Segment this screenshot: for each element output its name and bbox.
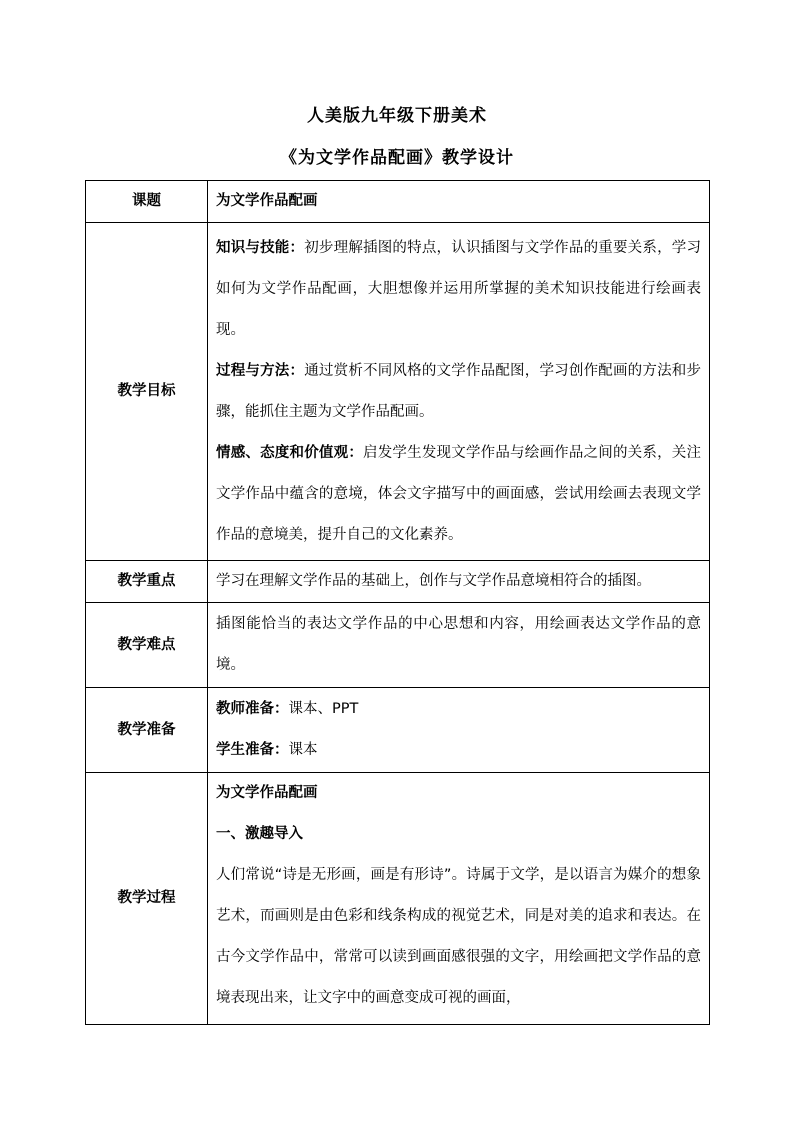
difficulty-label: 教学难点: [86, 603, 208, 688]
key-point-label: 教学重点: [86, 561, 208, 603]
goals-label: 教学目标: [86, 223, 208, 561]
document-subtitle: 《为文学作品配画》教学设计: [280, 148, 514, 168]
table-row-key-point: [86, 561, 710, 603]
goals-content: [208, 223, 710, 561]
procedure-text: 人们常说“诗是无形画，画是有形诗”。诗属于文学，是以语言为媒介的想象艺术，而画则是由色彩和线条构成的视觉艺术，同是对美的追求和表达。在古今文学作品中，常常可以读到画面感很强的文字，用绘画把文学作品的意境表现出来，让文字中的画意变成可视的画面，: [216, 867, 701, 1006]
table-row-procedure: [86, 773, 710, 1025]
key-point-value: 学习在理解文学作品的基础上，创作与文学作品意境相符合的插图。: [208, 561, 710, 603]
table-row-topic: [86, 181, 710, 223]
preparation-label: 教学准备: [86, 688, 208, 773]
goal-knowledge: [216, 228, 701, 351]
procedure-label: 教学过程: [86, 773, 208, 1025]
goal-knowledge-text: 初步理解插图的特点，认识插图与文学作品的重要关系，学习如何为文学作品配画，大胆想像并运用所掌握的美术知识技能进行绘画表现。: [216, 239, 701, 338]
procedure-heading: 为文学作品配画: [216, 785, 318, 801]
table-row-goals: [86, 223, 710, 561]
topic-value: 为文学作品配画: [208, 181, 710, 223]
teacher-preparation: [216, 689, 701, 730]
teacher-preparation-text: 课本、PPT: [288, 701, 359, 717]
procedure-section-heading: 一、激趣导入: [216, 826, 303, 842]
student-preparation: [216, 730, 701, 771]
topic-label: 课题: [86, 181, 208, 223]
difficulty-value: 插图能恰当的表达文学作品的中心思想和内容，用绘画表达文学作品的意境。: [208, 603, 710, 688]
student-preparation-text: 课本: [288, 742, 318, 758]
goal-process-text: 通过赏析不同风格的文学作品配图，学习创作配画的方法和步骤，能抓住主题为文学作品配画。: [216, 362, 701, 420]
goal-emotion: [216, 433, 701, 556]
lesson-plan-table: [85, 180, 710, 1025]
table-row-preparation: [86, 688, 710, 773]
table-row-difficulty: [86, 603, 710, 688]
teacher-preparation-head: 教师准备：: [216, 701, 289, 717]
goal-emotion-text: 启发学生发现文学作品与绘画作品之间的关系，关注文学作品中蕴含的意境，体会文字描写中的画面感，尝试用绘画去表现文学作品的意境美，提升自己的文化素养。: [216, 444, 701, 543]
student-preparation-head: 学生准备：: [216, 742, 289, 758]
preparation-content: [208, 688, 710, 773]
document-title: 人美版九年级下册美术: [307, 106, 487, 126]
goal-knowledge-head: 知识与技能：: [216, 239, 305, 256]
goal-emotion-head: 情感、态度和价值观：: [216, 444, 364, 461]
goal-process: [216, 351, 701, 433]
goal-process-head: 过程与方法：: [216, 362, 305, 379]
procedure-content: [208, 773, 710, 1025]
